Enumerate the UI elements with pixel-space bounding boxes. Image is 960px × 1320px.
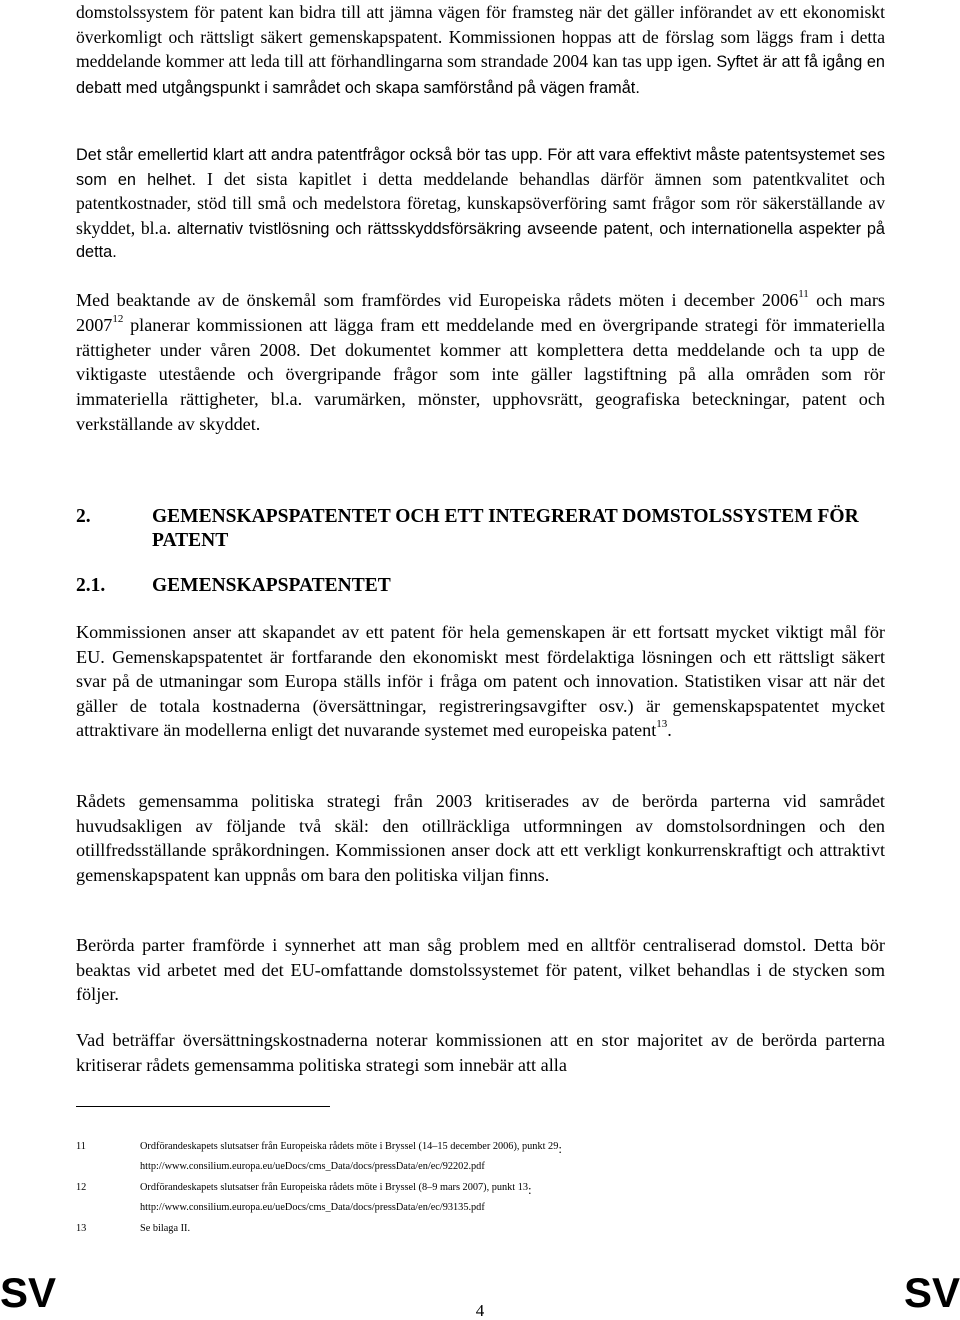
footnote-text: Se bilaga II.	[140, 1223, 191, 1234]
paragraph-text-sans: Syftet är att få igång en debatt med utgångspunkt i samrådet och skapa samförstånd på vägen framåt.	[76, 53, 885, 97]
footnote-number: 13	[76, 1223, 87, 1234]
section-heading-2-1	[76, 574, 896, 600]
section-title: GEMENSKAPSPATENTET OCH ETT INTEGRERAT DOMSTOLSSYSTEM FÖR PATENT	[152, 506, 859, 551]
footnote-text: Ordförandeskapets slutsatser från Europeiska rådets möte i Bryssel (14–15 december 2006), punkt 29	[140, 1141, 559, 1152]
paragraph-council-strategy-criticism: Rådets gemensamma politiska strategi från 2003 kritiserades av de berörda parterna vid samrådet huvudsakligen av följande två skäl: den otillräckliga utformningen av domstolsordningen och den otillfredsställande språkordningen. Kommissionen anser dock att ett verkligt konkurrenskraftigt och attraktivt gemenskapspatent kan uppnås om bara den politiska viljan finns.	[76, 791, 885, 885]
footnote-separator	[76, 1106, 330, 1107]
section-heading-2	[76, 505, 896, 555]
footnote-link[interactable]: http://www.consilium.europa.eu/ueDocs/cms_Data/docs/pressData/en/ec/93135.pdf	[140, 1202, 485, 1213]
paragraph-text: planerar kommissionen att lägga fram ett meddelande med en övergripande strategi för immateriella rättigheter under våren 2008. Det dokumentet kommer att komplettera detta meddelande och ta upp de viktigaste utestående och övergripande frågor som inte gäller lagstiftning på alla områden som rör immateriella rättigheter, bl.a. varumärken, mönster, upphovsrätt, geografiska beteckningar, patent och verkställande av skyddet.	[76, 314, 885, 434]
footnote-link[interactable]: http://www.consilium.europa.eu/ueDocs/cms_Data/docs/pressData/en/ec/92202.pdf	[140, 1161, 485, 1172]
footnote-text: Ordförandeskapets slutsatser från Europeiska rådets möte i Bryssel (8–9 mars 2007), punkt 13	[140, 1182, 529, 1193]
footnote-13	[76, 1219, 636, 1239]
paragraph-text: I det sista kapitlet i detta meddelande behandlas därför ämnen som patentkvalitet och patentkostnader, stöd till små och medelstora företag, kunskapsöverföring samt frågor som rör säkerställande av skyddet, bl.a.	[76, 168, 885, 238]
footnote-separator-mark: :	[528, 1182, 532, 1197]
footnote-separator-mark: :	[558, 1141, 562, 1156]
paragraph-text-sans: Det står emellertid klart att andra patentfrågor också bör tas upp. För att vara effektivt måste patentsystemet ses som en helhet.	[76, 146, 885, 189]
footnote-number: 12	[76, 1182, 87, 1193]
footnote-number: 11	[76, 1141, 86, 1152]
page-number: 4	[475, 1301, 485, 1320]
paragraph-text: .	[667, 720, 672, 741]
section-number: 2.	[76, 506, 91, 527]
paragraph-centralised-court: Berörda parter framförde i synnerhet att man såg problem med en alltför centraliserad domstol. Detta bör beaktas vid arbetet med det EU-omfattande domstolssystemet för patent, vilket behandlas i de stycken som följer.	[76, 935, 885, 1005]
paragraph-text: och mars 2007	[76, 290, 885, 335]
paragraph-intro-continuation	[76, 0, 885, 100]
footnote-ref-13[interactable]: 13	[656, 718, 668, 731]
paragraph-ip-strategy	[76, 288, 885, 437]
paragraph-text: Med beaktande av de önskemål som framfördes vid Europeiska rådets möten i december 2006	[76, 290, 799, 310]
footnote-ref-12[interactable]: 12	[112, 312, 124, 325]
footer-language-code-left: SV	[0, 1269, 57, 1316]
section-title: GEMENSKAPSPATENTET	[152, 575, 391, 596]
paragraph-translation-costs: Vad beträffar översättningskostnaderna noterar kommissionen att en stor majoritet av de berörda parterna kritiserar rådets gemensamma politiska strategi som innebär att alla	[76, 1030, 885, 1075]
paragraph-text: domstolssystem för patent kan bidra till att jämna vägen för framsteg när det gäller införandet av ett ekonomiskt överkomligt och rättsligt säkert gemenskapspatent. Kommissionen hoppas att de förslag som läggs fram i detta meddelande kommer att leda till att förhandlingarna som strandade 2004 kan tas upp igen.	[76, 2, 885, 72]
paragraph-other-patent-issues	[76, 144, 885, 265]
footnote-11	[76, 1137, 636, 1177]
section-number: 2.1.	[76, 575, 106, 596]
footnote-ref-11[interactable]: 11	[798, 288, 809, 300]
paragraph-text: Kommissionen anser att skapandet av ett patent för hela gemenskapen är ett fortsatt mycket viktigt mål för EU. Gemenskapspatentet är fortfarande den ekonomiskt mest fördelaktiga lösningen och ett rättsligt säkert svar på de utmaningar som Europa ställs inför i fråga om patent och innovation. Statistiken visar att när det gäller de totala kostnaderna (översättningar, registreringsavgifter osv.) är gemenskapspatentet mycket attraktivare än modellerna enligt det nuvarande systemet med europeiska patent	[76, 622, 885, 741]
paragraph-community-patent-goal	[76, 620, 885, 743]
footer-language-code-right: SV	[903, 1269, 960, 1316]
paragraph-text-sans: alternativ tvistlösning och rättsskyddsförsäkring avseende patent, och internationella aspekter på detta.	[76, 219, 885, 262]
footnote-12	[76, 1178, 636, 1218]
